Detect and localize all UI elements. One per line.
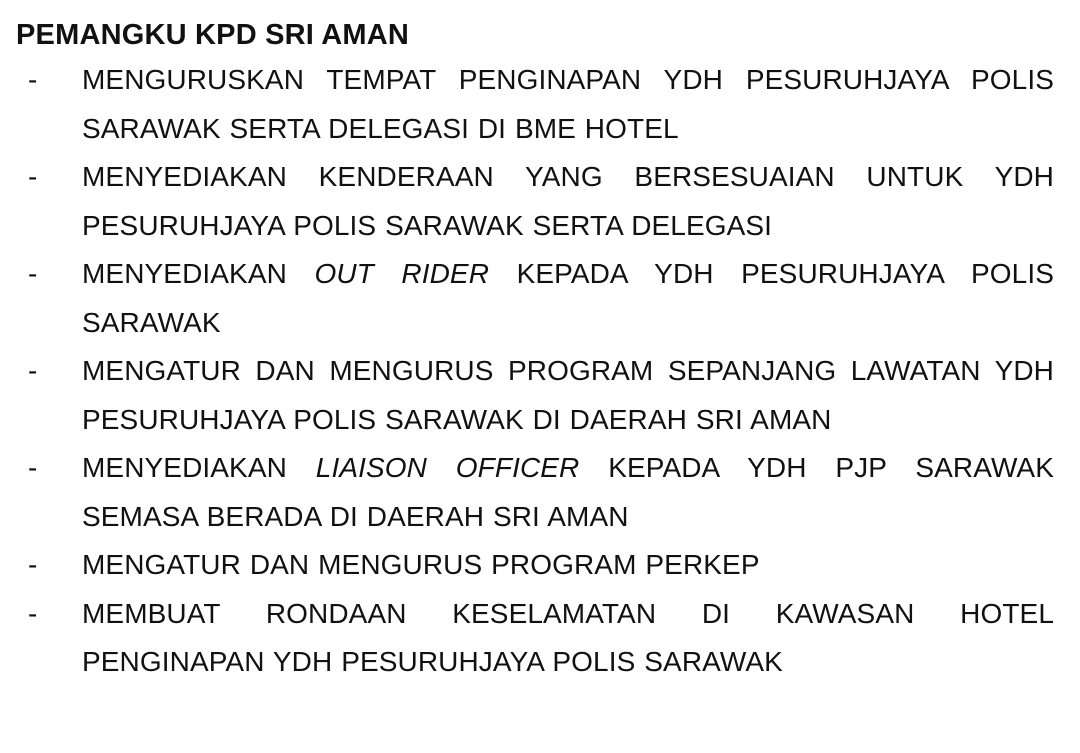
- item-text: MENYEDIAKAN KENDERAAN YANG BERSESUAIAN UNTUK YDH PESURUHJAYA POLIS SARAWAK SERTA DELEGASI: [82, 161, 1054, 241]
- bullet-dash: -: [28, 258, 38, 289]
- item-text: MENYEDIAKAN: [82, 258, 315, 289]
- item-emphasis: LIAISON OFFICER: [315, 452, 580, 483]
- bullet-dash: -: [28, 355, 38, 386]
- list-item: [16, 250, 1054, 347]
- duty-list: [16, 56, 1054, 687]
- item-text-after: KEPADA YDH PESURUHJAYA POLIS SARAWAK: [82, 258, 1054, 338]
- item-text-after: KEPADA YDH PJP SARAWAK SEMASA BERADA DI DAERAH SRI AMAN: [82, 452, 1054, 532]
- list-item: [16, 153, 1054, 250]
- bullet-dash: -: [28, 161, 38, 192]
- list-item: [16, 541, 1054, 590]
- bullet-dash: -: [28, 64, 38, 95]
- item-text: MENYEDIAKAN: [82, 452, 316, 483]
- bullet-dash: -: [28, 549, 38, 580]
- item-text: MEMBUAT RONDAAN KESELAMATAN DI KAWASAN HOTEL PENGINAPAN YDH PESURUHJAYA POLIS SARAWAK: [82, 597, 1054, 677]
- bullet-dash: -: [28, 597, 38, 629]
- list-item: [16, 444, 1054, 541]
- bullet-dash: -: [28, 452, 38, 483]
- list-item: [16, 347, 1054, 444]
- item-text: MENGATUR DAN MENGURUS PROGRAM PERKEP: [82, 549, 760, 580]
- item-text: MENGURUSKAN TEMPAT PENGINAPAN YDH PESURUHJAYA POLIS SARAWAK SERTA DELEGASI DI BME HOTEL: [82, 64, 1054, 144]
- list-item: [16, 590, 1054, 687]
- list-item: [16, 56, 1054, 153]
- item-emphasis: OUT RIDER: [314, 258, 490, 289]
- item-text: MENGATUR DAN MENGURUS PROGRAM SEPANJANG LAWATAN YDH PESURUHJAYA POLIS SARAWAK DI DAERAH SRI AMAN: [82, 355, 1054, 435]
- document-heading: PEMANGKU KPD SRI AMAN: [16, 19, 410, 51]
